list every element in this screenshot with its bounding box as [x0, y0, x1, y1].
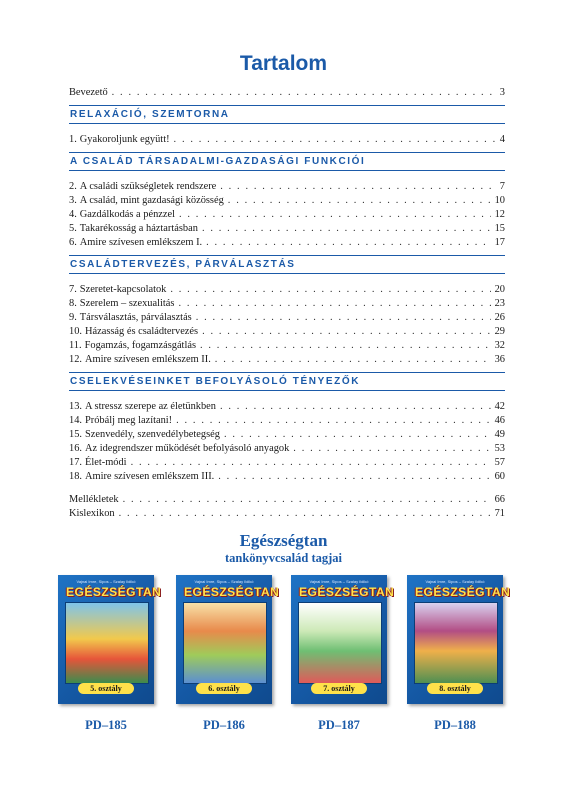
book-series-title: Egészségtan: [239, 531, 328, 550]
leader-dots: [179, 208, 491, 222]
toc-entry-text: Társválasztás, párválasztás: [79, 312, 192, 323]
leader-dots: [200, 339, 491, 353]
leader-dots: [131, 456, 491, 470]
toc-entry-page: 7: [499, 181, 505, 192]
toc-entry-text: Szerelem – szexualitás: [79, 298, 175, 309]
toc-entry-text: Takarékosság a háztartásban: [79, 223, 198, 234]
leader-dots: [123, 493, 491, 507]
section-heading: RELAXÁCIÓ, SZEMTORNA: [69, 105, 505, 124]
toc-entry-page: 10: [494, 195, 505, 206]
grade-badge: 7. osztály: [311, 683, 367, 694]
toc-entry-text: Szeretet-kapcsolatok: [79, 284, 167, 295]
toc-entry-text: Amire szívesen emlékszem III.: [85, 471, 215, 482]
toc-entry-page: 71: [494, 508, 505, 519]
toc-entry-page: 20: [494, 284, 505, 295]
table-of-contents: [69, 86, 505, 521]
book-authors: Vajnai Imre, Sipos – Szalay Ildikó: [194, 579, 254, 584]
toc-entry-number: 18.: [69, 471, 82, 482]
toc-entry-page: 57: [494, 457, 505, 468]
leader-dots: [220, 400, 491, 414]
toc-entry-appendix[interactable]: [69, 493, 505, 507]
book-authors: Vajnai Imre, Sipos – Szalay Ildikó: [309, 579, 369, 584]
grade-badge: 6. osztály: [196, 683, 252, 694]
leader-dots: [176, 414, 490, 428]
leader-dots: [196, 311, 491, 325]
page-title: Tartalom: [239, 52, 328, 75]
toc-entry-text: Élet-módi: [85, 457, 127, 468]
toc-entry-page: 29: [494, 326, 505, 337]
book-cover-grade-8[interactable]: [407, 575, 511, 704]
book-logo: EGÉSZSÉGTAN: [415, 585, 511, 599]
toc-entry-number: 6.: [69, 237, 77, 248]
toc-entry[interactable]: [69, 456, 505, 470]
toc-entry[interactable]: [69, 325, 505, 339]
toc-entry-text: Próbálj meg lazítani!: [85, 415, 173, 426]
toc-entry-page: 49: [494, 429, 505, 440]
toc-entry-page: 15: [494, 223, 505, 234]
toc-entry[interactable]: [69, 339, 505, 353]
toc-entry-text: Amire szívesen emlékszem I.: [79, 237, 203, 248]
toc-entry-text: Mellékletek: [69, 494, 119, 505]
book-logo: EGÉSZSÉGTAN: [66, 585, 162, 599]
toc-entry[interactable]: [69, 236, 505, 250]
book-code: PD–186: [203, 718, 245, 732]
toc-entry-text: Amire szívesen emlékszem II.: [85, 354, 211, 365]
book-code: PD–188: [434, 718, 476, 732]
toc-entry-number: 17.: [69, 457, 82, 468]
toc-entry-page: 53: [494, 443, 505, 454]
leader-dots: [202, 222, 491, 236]
toc-entry-number: 12.: [69, 354, 82, 365]
leader-dots: [119, 507, 491, 521]
toc-entry[interactable]: [69, 194, 505, 208]
toc-entry-text: A családi szükségletek rendszere: [79, 181, 217, 192]
toc-entry-page: 4: [499, 134, 505, 145]
toc-entry[interactable]: [69, 208, 505, 222]
toc-entry-number: 2.: [69, 181, 77, 192]
toc-entry[interactable]: [69, 428, 505, 442]
book-logo: EGÉSZSÉGTAN: [299, 585, 395, 599]
toc-entry-text: Gazdálkodás a pénzzel: [79, 209, 175, 220]
toc-entry-text: A stressz szerepe az életünkben: [85, 401, 216, 412]
leader-dots: [218, 470, 490, 484]
toc-entry-page: 3: [499, 87, 505, 98]
book-cover-grade-5[interactable]: [58, 575, 162, 704]
toc-entry[interactable]: [69, 353, 505, 367]
leader-dots: [178, 297, 490, 311]
leader-dots: [220, 180, 496, 194]
cover-illustration: [183, 602, 267, 684]
section-heading: CSALÁDTERVEZÉS, PÁRVÁLASZTÁS: [69, 255, 505, 274]
toc-entry-number: 15.: [69, 429, 82, 440]
toc-entry-number: 11.: [69, 340, 82, 351]
toc-entry-number: 14.: [69, 415, 82, 426]
toc-entry-page: 23: [494, 298, 505, 309]
toc-entry-text: A család, mint gazdasági közösség: [79, 195, 224, 206]
toc-entry-page: 36: [494, 354, 505, 365]
toc-entry[interactable]: [69, 133, 505, 147]
section-heading: CSELEKVÉSEINKET BEFOLYÁSOLÓ TÉNYEZŐK: [69, 372, 505, 391]
toc-entry[interactable]: [69, 297, 505, 311]
toc-entry-page: 12: [494, 209, 505, 220]
leader-dots: [170, 283, 490, 297]
toc-entry-text: Házasság és családtervezés: [85, 326, 199, 337]
cover-illustration: [414, 602, 498, 684]
toc-entry[interactable]: [69, 400, 505, 414]
toc-entry-page: 60: [494, 471, 505, 482]
book-covers: [58, 575, 518, 705]
toc-entry-page: 17: [494, 237, 505, 248]
toc-entry-text: Gyakoroljunk együtt!: [79, 134, 170, 145]
toc-entry-number: 4.: [69, 209, 77, 220]
toc-entry-number: 10.: [69, 326, 82, 337]
grade-badge: 5. osztály: [78, 683, 134, 694]
book-codes: [58, 718, 518, 738]
leader-dots: [215, 353, 491, 367]
book-code: PD–185: [85, 718, 127, 732]
toc-entry-number: 9.: [69, 312, 77, 323]
book-cover-grade-7[interactable]: [291, 575, 395, 704]
book-authors: Vajnai Imre, Sipos – Szalay Ildikó: [425, 579, 485, 584]
toc-entry[interactable]: [69, 180, 505, 194]
toc-entry[interactable]: [69, 470, 505, 484]
toc-entry-page: 42: [494, 401, 505, 412]
toc-entry-number: 3.: [69, 195, 77, 206]
toc-entry[interactable]: [69, 414, 505, 428]
toc-entry-page: 32: [494, 340, 505, 351]
toc-entry-number: 13.: [69, 401, 82, 412]
book-cover-grade-6[interactable]: [176, 575, 280, 704]
leader-dots: [228, 194, 491, 208]
toc-entry[interactable]: [69, 311, 505, 325]
toc-entry[interactable]: [69, 222, 505, 236]
book-authors: Vajnai Imre, Sipos – Szalay Ildikó: [76, 579, 136, 584]
leader-dots: [112, 86, 496, 100]
toc-entry-text: Fogamzás, fogamzásgátlás: [84, 340, 196, 351]
book-code: PD–187: [318, 718, 360, 732]
toc-entry-number: 8.: [69, 298, 77, 309]
toc-entry-page: 46: [494, 415, 505, 426]
leader-dots: [206, 236, 490, 250]
toc-entry-text: Szenvedély, szenvedélybetegség: [85, 429, 220, 440]
toc-entry-text: Bevezető: [69, 87, 108, 98]
toc-entry-number: 1.: [69, 134, 77, 145]
toc-entry-lexicon[interactable]: [69, 507, 505, 521]
toc-entry-page: 66: [494, 494, 505, 505]
leader-dots: [224, 428, 491, 442]
toc-entry-number: 7.: [69, 284, 77, 295]
toc-entry-text: Kislexikon: [69, 508, 115, 519]
toc-entry-intro[interactable]: [69, 86, 505, 100]
toc-entry[interactable]: [69, 283, 505, 297]
cover-illustration: [65, 602, 149, 684]
leader-dots: [293, 442, 490, 456]
leader-dots: [174, 133, 496, 147]
toc-entry-number: 16.: [69, 443, 82, 454]
book-series-subtitle: tankönyvcsalád tagjai: [224, 551, 343, 565]
toc-entry[interactable]: [69, 442, 505, 456]
toc-entry-number: 5.: [69, 223, 77, 234]
grade-badge: 8. osztály: [427, 683, 483, 694]
leader-dots: [202, 325, 491, 339]
toc-entry-text: Az idegrendszer működését befolyásoló anyagok: [85, 443, 290, 454]
cover-illustration: [298, 602, 382, 684]
section-heading: A CSALÁD TÁRSADALMI-GAZDASÁGI FUNKCIÓI: [69, 152, 505, 171]
book-logo: EGÉSZSÉGTAN: [184, 585, 280, 599]
toc-entry-page: 26: [494, 312, 505, 323]
